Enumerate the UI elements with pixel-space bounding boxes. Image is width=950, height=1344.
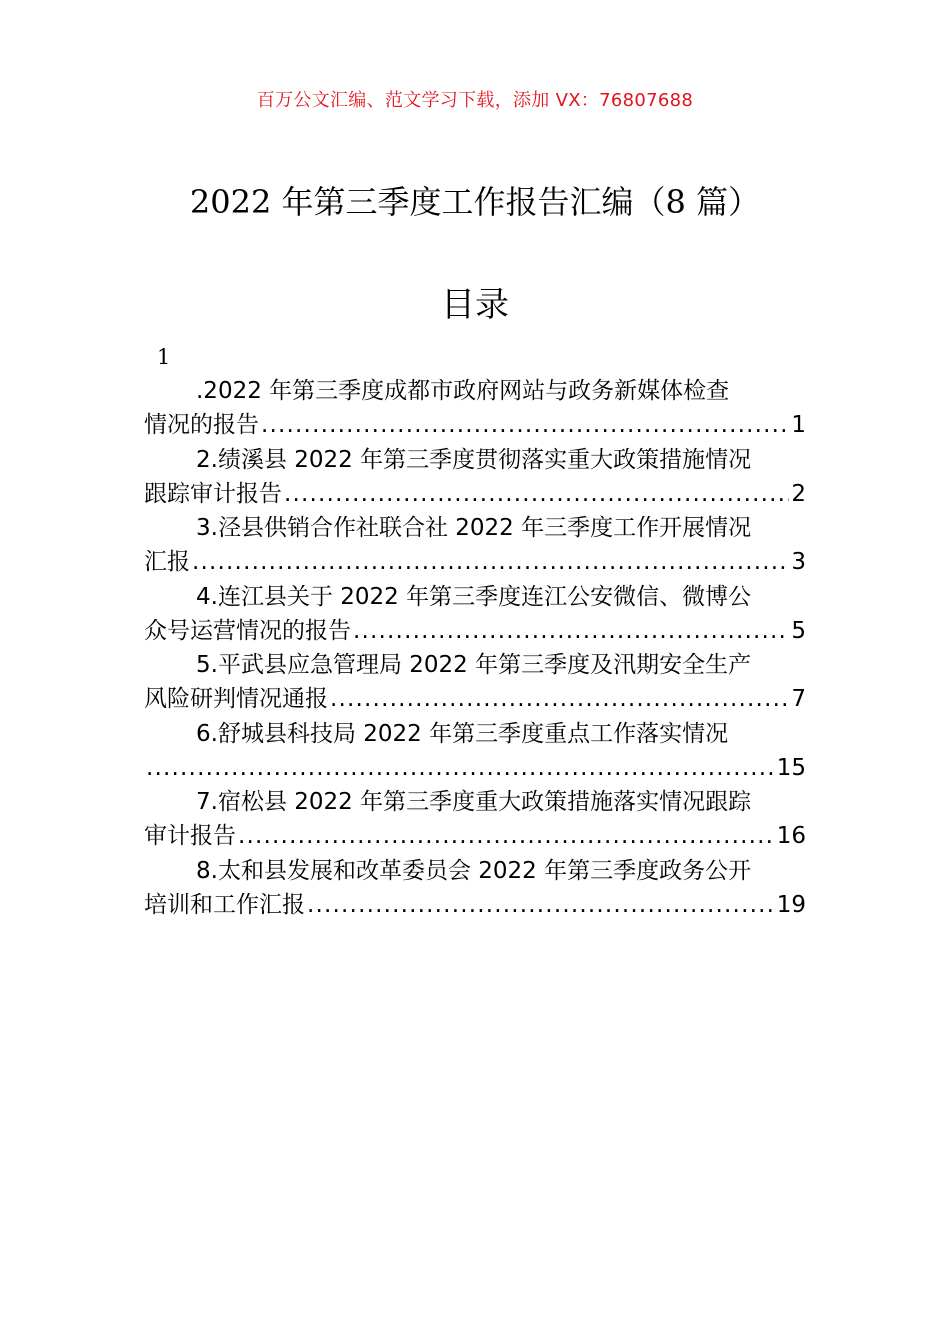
toc-page-number: 2 bbox=[791, 480, 806, 507]
toc-heading: 目录 bbox=[441, 285, 509, 325]
toc-entry[interactable] bbox=[144, 717, 806, 786]
toc-entry-title-continued: 汇报 bbox=[144, 549, 190, 575]
toc-entry[interactable] bbox=[144, 580, 806, 649]
toc-entry-title: 8.太和县发展和改革委员会 2022 年第三季度政务公开 bbox=[196, 857, 752, 884]
toc-leader-dots bbox=[353, 614, 789, 648]
toc-leader-dots bbox=[307, 888, 775, 922]
toc-entry[interactable] bbox=[144, 785, 806, 854]
toc-entry[interactable] bbox=[144, 374, 806, 443]
toc-entry-title-continued: 审计报告 bbox=[144, 823, 236, 849]
toc-leader-dots bbox=[192, 545, 789, 579]
header-watermark-note: 百万公文汇编、范文学习下载，添加 VX：76807688 bbox=[256, 90, 694, 111]
toc-entry[interactable] bbox=[144, 443, 806, 512]
toc-entry-title: 3.泾县供销合作社联合社 2022 年三季度工作开展情况 bbox=[196, 515, 752, 541]
document-title: 2022 年第三季度工作报告汇编（8 篇） bbox=[189, 183, 761, 221]
toc-entry[interactable] bbox=[144, 854, 806, 923]
toc-leader-dots bbox=[284, 477, 789, 511]
toc-page-number: 7 bbox=[791, 686, 806, 712]
toc-entry[interactable] bbox=[144, 648, 806, 717]
toc-entry-title: 2.绩溪县 2022 年第三季度贯彻落实重大政策措施情况 bbox=[196, 446, 752, 473]
toc-entry[interactable] bbox=[144, 511, 806, 580]
toc-entry-title: 7.宿松县 2022 年第三季度重大政策措施落实情况跟踪 bbox=[196, 789, 752, 815]
toc-entry-title: 6.舒城县科技局 2022 年第三季度重点工作落实情况 bbox=[196, 720, 729, 747]
toc-stray-number: 1 bbox=[157, 345, 171, 369]
toc-entry-title: 4.连江县关于 2022 年第三季度连江公安微信、微博公 bbox=[196, 583, 752, 610]
toc-entry-title-continued: 情况的报告 bbox=[144, 412, 259, 438]
toc-entry-title-continued: 风险研判情况通报 bbox=[144, 686, 328, 712]
toc-page-number: 19 bbox=[776, 891, 806, 918]
toc-page-number: 3 bbox=[791, 549, 806, 575]
toc-entry-title: 5.平武县应急管理局 2022 年第三季度及汛期安全生产 bbox=[196, 652, 752, 678]
toc-leader-dots bbox=[261, 408, 789, 442]
toc-page-number: 5 bbox=[791, 617, 806, 644]
toc-page-number: 16 bbox=[776, 823, 806, 849]
toc-page-number: 15 bbox=[776, 754, 806, 781]
toc-entry-title-continued: 众号运营情况的报告 bbox=[144, 617, 351, 644]
toc-leader-dots bbox=[238, 819, 775, 853]
toc-leader-dots bbox=[330, 682, 789, 716]
toc-entry-title-continued: 跟踪审计报告 bbox=[144, 480, 282, 507]
toc-entry-title-continued: 培训和工作汇报 bbox=[144, 891, 305, 918]
toc-leader-dots bbox=[146, 751, 775, 785]
toc-page-number: 1 bbox=[791, 412, 806, 438]
toc-entry-title: .2022 年第三季度成都市政府网站与政务新媒体检查 bbox=[196, 378, 730, 404]
table-of-contents bbox=[144, 374, 806, 922]
